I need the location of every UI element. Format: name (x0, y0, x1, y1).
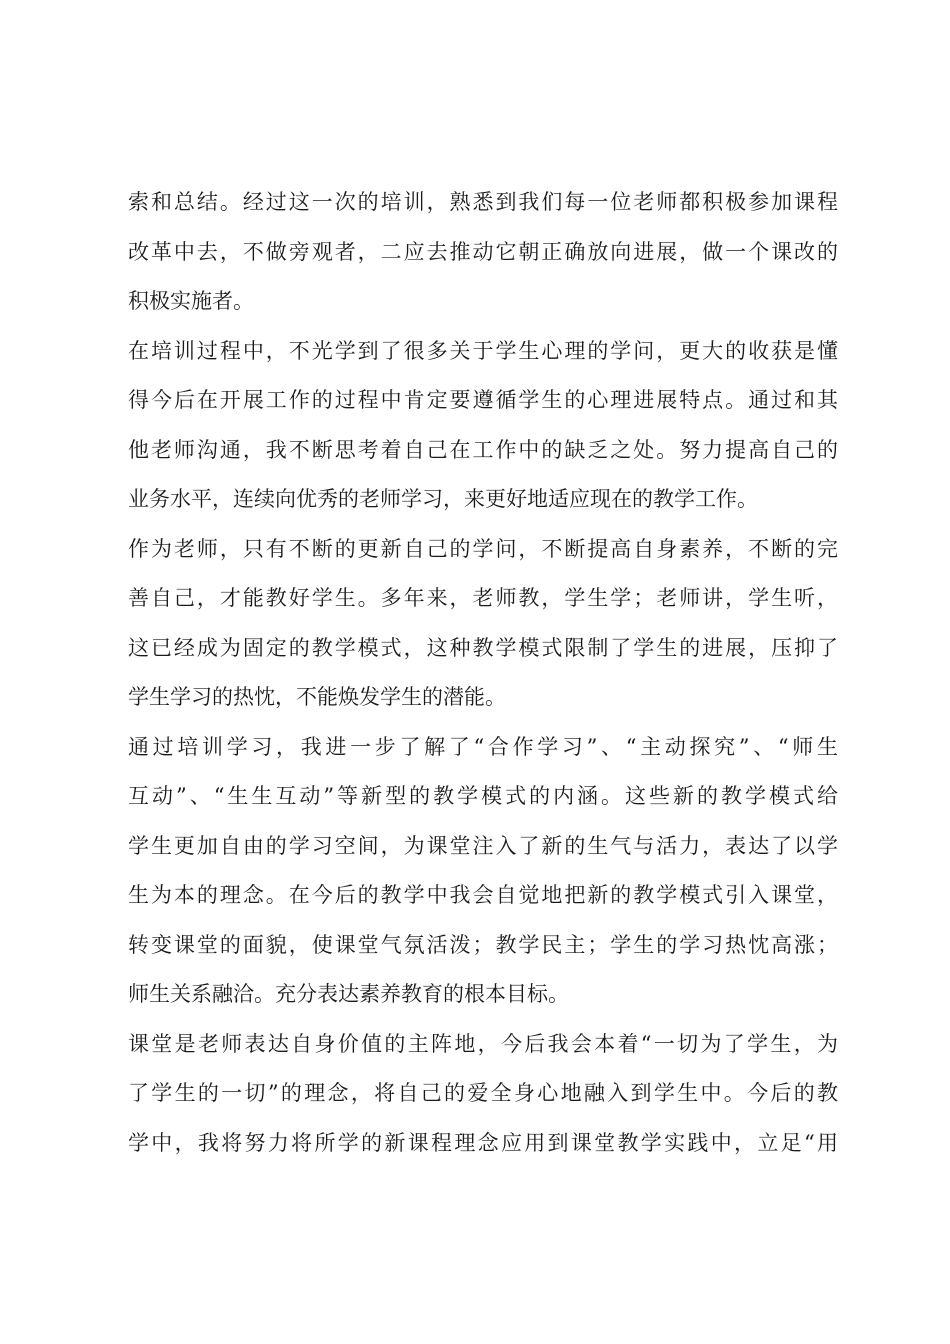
text-line: 他老师沟通，我不断思考着自己在工作中的缺乏之处。努力提高自己的 (128, 437, 838, 462)
text-line: 生为本的理念。在今后的教学中我会自觉地把新的教学模式引入课堂， (128, 883, 838, 907)
text-line: 学生学习的热忱，不能焕发学生的潜能。 (128, 685, 506, 709)
text-line: 作为老师，只有不断的更新自己的学问，不断提高自身素养，不断的完 (128, 536, 838, 561)
text-line: 在培训过程中，不光学到了很多关于学生心理的学问，更大的收获是懂 (128, 338, 838, 363)
text-line: 业务水平，连续向优秀的老师学习，来更好地适应现在的教学工作。 (128, 487, 758, 511)
text-line: 积极实施者。 (128, 289, 254, 313)
text-line: 改革中去，不做旁观者，二应去推动它朝正确放向进展，做一个课改的 (128, 239, 838, 264)
text-line: 了学生的一切”的理念，将自己的爱全身心地融入到学生中。今后的教 (128, 1081, 838, 1105)
text-line: 善自己，才能教好学生。多年来，老师教，学生学；老师讲，学生听， (128, 586, 838, 610)
text-line: 得今后在开展工作的过程中肯定要遵循学生的心理进展特点。通过和其 (128, 388, 838, 412)
text-line: 学生更加自由的学习空间，为课堂注入了新的生气与活力，表达了以学 (128, 833, 838, 858)
text-line: 师生关系融洽。充分表达素养教育的根本目标。 (128, 982, 569, 1006)
text-line: 转变课堂的面貌，使课堂气氛活泼；教学民主；学生的学习热忱高涨； (128, 932, 838, 957)
text-line: 通过培训学习，我进一步了解了“合作学习”、“主动探究”、“师生 (128, 734, 838, 759)
text-line: 互动”、“生生互动”等新型的教学模式的内涵。这些新的教学模式给 (128, 784, 838, 808)
text-line: 索和总结。经过这一次的培训，熟悉到我们每一位老师都积极参加课程 (128, 190, 838, 214)
document-body (128, 178, 838, 1168)
text-line: 课堂是老师表达自身价值的主阵地，今后我会本着“一切为了学生，为 (128, 1031, 838, 1056)
text-line: 这已经成为固定的教学模式，这种教学模式限制了学生的进展，压抑了 (128, 635, 838, 660)
text-line: 学中，我将努力将所学的新课程理念应用到课堂教学实践中，立足“用 (128, 1130, 838, 1155)
